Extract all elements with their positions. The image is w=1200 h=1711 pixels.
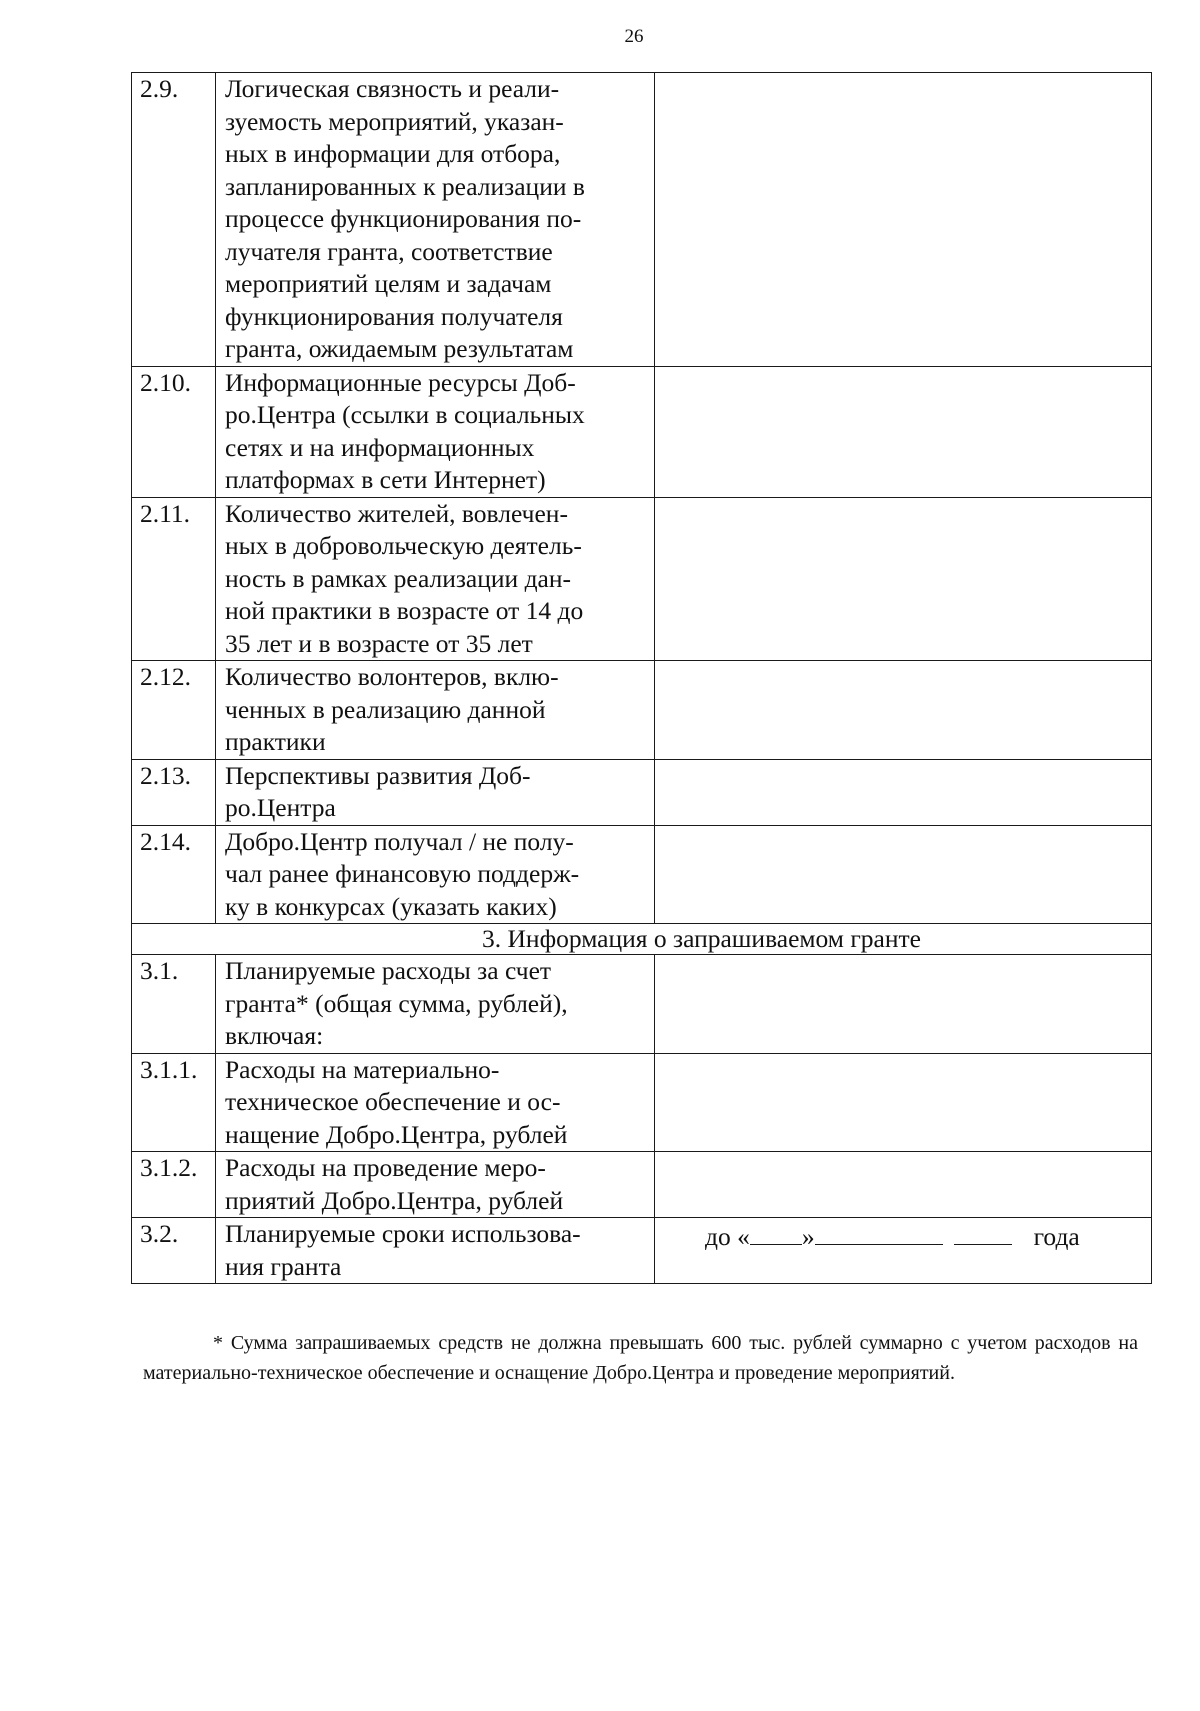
- row-label: [216, 759, 655, 825]
- row-number: 3.1.1.: [132, 1053, 216, 1152]
- row-label: [216, 366, 655, 497]
- row-label: [216, 955, 655, 1054]
- label-line: функционирования получателя: [225, 301, 563, 331]
- term-prefix: до «: [705, 1222, 750, 1251]
- row-label: [216, 1152, 655, 1218]
- day-blank[interactable]: [750, 1220, 802, 1245]
- table-row: [132, 759, 1152, 825]
- value-cell-information-resources[interactable]: [655, 366, 1152, 497]
- table-row: [132, 366, 1152, 497]
- row-label: [216, 661, 655, 760]
- label-line: ность в рамках реализации дан-: [225, 563, 571, 593]
- label-line: Количество волонтеров, вклю-: [225, 662, 559, 691]
- label-line: сетях и на информационных: [225, 432, 535, 462]
- row-label: [216, 73, 655, 367]
- label-line: мероприятий целям и задачам: [225, 269, 552, 298]
- table-row: [132, 73, 1152, 367]
- row-number: 2.13.: [132, 759, 216, 825]
- row-label: [216, 825, 655, 924]
- section-title: 3. Информация о запрашиваемом гранте: [132, 924, 1152, 955]
- application-form-table: [131, 72, 1152, 1284]
- label-line: Логическая связность и реали-: [225, 74, 560, 103]
- label-line: гранта, ожидаемым результатам: [225, 334, 574, 363]
- row-number: 2.10.: [132, 366, 216, 497]
- row-label: [216, 497, 655, 661]
- label-line: Расходы на материально-: [225, 1054, 500, 1084]
- table-row: [132, 497, 1152, 661]
- label-line: техническое обеспечение и ос-: [225, 1087, 561, 1116]
- value-cell-logical-coherence[interactable]: [655, 73, 1152, 367]
- value-cell-events-expenses[interactable]: [655, 1152, 1152, 1218]
- row-number: 2.9.: [132, 73, 216, 367]
- label-line: ку в конкурсах (указать каких): [225, 891, 557, 921]
- value-cell-development-prospects[interactable]: [655, 759, 1152, 825]
- label-line: ных в информации для отбора,: [225, 139, 561, 168]
- label-line: зуемость мероприятий, указан-: [225, 106, 564, 136]
- page-number: 26: [624, 26, 644, 47]
- table-row: [132, 1218, 1152, 1284]
- table-row: [132, 1152, 1152, 1218]
- label-line: ро.Центра (ссылки в социальных: [225, 400, 585, 429]
- value-cell-equipment-expenses[interactable]: [655, 1053, 1152, 1152]
- label-line: Планируемые расходы за счет: [225, 956, 552, 985]
- footnote: * Сумма запрашиваемых средств не должна превышать 600 тыс. рублей суммарно с учетом расходов на материально-техническое обеспечение и оснащение Добро.Центра и проведение мероприятий.: [143, 1332, 1138, 1384]
- row-number: 3.1.: [132, 955, 216, 1054]
- label-line: Информационные ресурсы Доб-: [225, 367, 576, 397]
- label-line: чал ранее финансовую поддерж-: [225, 859, 580, 888]
- label-line: приятий Добро.Центра, рублей: [225, 1185, 564, 1215]
- value-cell-residents-count[interactable]: [655, 497, 1152, 661]
- table-row: [132, 825, 1152, 924]
- label-line: процессе функционирования по-: [225, 204, 582, 233]
- row-number: 2.14.: [132, 825, 216, 924]
- label-line: гранта* (общая сумма, рублей),: [225, 988, 568, 1018]
- label-line: ния гранта: [225, 1251, 342, 1281]
- row-number: 2.12.: [132, 661, 216, 760]
- table-row: [132, 661, 1152, 760]
- label-line: включая:: [225, 1021, 324, 1050]
- label-line: Количество жителей, вовлечен-: [225, 498, 568, 528]
- value-cell-prior-financial-support[interactable]: [655, 825, 1152, 924]
- row-number: 3.2.: [132, 1218, 216, 1284]
- label-line: Расходы на проведение меро-: [225, 1153, 546, 1182]
- row-number: 3.1.2.: [132, 1152, 216, 1218]
- label-line: 35 лет и в возрасте от 35 лет: [225, 628, 533, 658]
- row-label: [216, 1218, 655, 1284]
- value-cell-volunteers-count[interactable]: [655, 661, 1152, 760]
- label-line: лучателя гранта, соответствие: [225, 236, 553, 266]
- label-line: ро.Центра: [225, 793, 336, 822]
- label-line: ной практики в возрасте от 14 до: [225, 596, 584, 625]
- label-line: Перспективы развития Доб-: [225, 760, 531, 790]
- year-blank[interactable]: [954, 1220, 1012, 1245]
- label-line: нащение Добро.Центра, рублей: [225, 1119, 568, 1149]
- label-line: Добро.Центр получал / не полу-: [225, 826, 574, 856]
- label-line: запланированных к реализации в: [225, 171, 585, 201]
- month-blank[interactable]: [815, 1220, 943, 1245]
- term-suffix: года: [1033, 1222, 1080, 1251]
- term-close-quote: »: [801, 1222, 815, 1251]
- label-line: ченных в реализацию данной: [225, 694, 546, 724]
- value-cell-planned-expenses[interactable]: [655, 955, 1152, 1054]
- row-number: 2.11.: [132, 497, 216, 661]
- grant-term-cell: [655, 1218, 1152, 1284]
- table-row: [132, 1053, 1152, 1152]
- label-line: ных в добровольческую деятель-: [225, 531, 582, 560]
- section-header-row: [132, 924, 1152, 955]
- label-line: практики: [225, 727, 326, 756]
- label-line: Планируемые сроки использова-: [225, 1219, 581, 1248]
- row-label: [216, 1053, 655, 1152]
- table-row: [132, 955, 1152, 1054]
- label-line: платформах в сети Интернет): [225, 465, 546, 494]
